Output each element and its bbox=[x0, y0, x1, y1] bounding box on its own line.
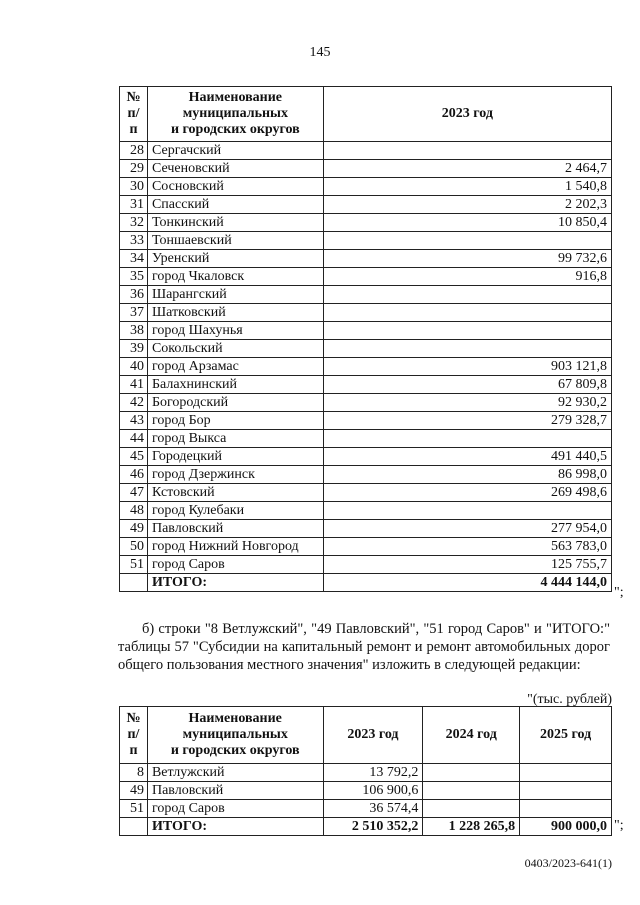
row-name: Шатковский bbox=[147, 304, 323, 322]
row-index: 51 bbox=[120, 556, 148, 574]
row-value-2023: 67 809,8 bbox=[323, 376, 611, 394]
row-value-2023: 92 930,2 bbox=[323, 394, 611, 412]
row-value-2023: 279 328,7 bbox=[323, 412, 611, 430]
table-row bbox=[120, 764, 612, 782]
row-index: 43 bbox=[120, 412, 148, 430]
table-row bbox=[120, 430, 612, 448]
row-value-2023: 491 440,5 bbox=[323, 448, 611, 466]
table-row bbox=[120, 286, 612, 304]
row-index: 31 bbox=[120, 196, 148, 214]
row-index: 38 bbox=[120, 322, 148, 340]
row-name: Сергачский bbox=[147, 142, 323, 160]
total-value-2025: 900 000,0 bbox=[520, 818, 612, 836]
row-value-2023 bbox=[323, 232, 611, 250]
row-name: Спасский bbox=[147, 196, 323, 214]
row-name: Ветлужский bbox=[147, 764, 323, 782]
row-value-2023: 2 202,3 bbox=[323, 196, 611, 214]
row-index: 37 bbox=[120, 304, 148, 322]
total-value-2023: 2 510 352,2 bbox=[323, 818, 423, 836]
table-row bbox=[120, 484, 612, 502]
row-value-2023: 99 732,6 bbox=[323, 250, 611, 268]
row-value-2023: 13 792,2 bbox=[323, 764, 423, 782]
row-index: 49 bbox=[120, 520, 148, 538]
table-row bbox=[120, 142, 612, 160]
row-value-2023: 10 850,4 bbox=[323, 214, 611, 232]
row-value-2023: 1 540,8 bbox=[323, 178, 611, 196]
row-value-2023 bbox=[323, 322, 611, 340]
row-value-2023 bbox=[323, 142, 611, 160]
document-code: 0403/2023-641(1) bbox=[524, 856, 612, 870]
row-value-2023: 277 954,0 bbox=[323, 520, 611, 538]
row-index: 47 bbox=[120, 484, 148, 502]
row-value-2023: 269 498,6 bbox=[323, 484, 611, 502]
table-header-row bbox=[120, 87, 612, 142]
header-index: № п/п bbox=[120, 87, 148, 142]
row-value-2023 bbox=[323, 286, 611, 304]
row-name: Уренский bbox=[147, 250, 323, 268]
table-row bbox=[120, 304, 612, 322]
table-row bbox=[120, 358, 612, 376]
table-row bbox=[120, 178, 612, 196]
row-index: 34 bbox=[120, 250, 148, 268]
header-index: № п/п bbox=[120, 707, 148, 764]
row-name: город Чкаловск bbox=[147, 268, 323, 286]
row-value-2025 bbox=[520, 782, 612, 800]
row-index: 49 bbox=[120, 782, 148, 800]
row-value-2023: 2 464,7 bbox=[323, 160, 611, 178]
table-row bbox=[120, 466, 612, 484]
header-2023: 2023 год bbox=[323, 707, 423, 764]
row-index: 51 bbox=[120, 800, 148, 818]
empty-cell bbox=[120, 574, 148, 592]
table-row bbox=[120, 520, 612, 538]
table-row bbox=[120, 196, 612, 214]
row-value-2024 bbox=[423, 800, 520, 818]
row-value-2023 bbox=[323, 502, 611, 520]
row-value-2023: 903 121,8 bbox=[323, 358, 611, 376]
total-value-2023: 4 444 144,0 bbox=[323, 574, 611, 592]
row-name: город Бор bbox=[147, 412, 323, 430]
row-name: Сосновский bbox=[147, 178, 323, 196]
table-row bbox=[120, 556, 612, 574]
table-header-row bbox=[120, 707, 612, 764]
table-row bbox=[120, 214, 612, 232]
row-value-2024 bbox=[423, 782, 520, 800]
row-name: город Дзержинск bbox=[147, 466, 323, 484]
subsidy-table-2023 bbox=[119, 86, 612, 592]
row-name: Сеченовский bbox=[147, 160, 323, 178]
row-index: 8 bbox=[120, 764, 148, 782]
total-label: ИТОГО: bbox=[147, 818, 323, 836]
row-value-2023: 563 783,0 bbox=[323, 538, 611, 556]
table-row bbox=[120, 502, 612, 520]
table-row bbox=[120, 538, 612, 556]
row-index: 40 bbox=[120, 358, 148, 376]
row-name: город Арзамас bbox=[147, 358, 323, 376]
table-row bbox=[120, 268, 612, 286]
row-name: Городецкий bbox=[147, 448, 323, 466]
header-2023: 2023 год bbox=[323, 87, 611, 142]
total-row bbox=[120, 574, 612, 592]
unit-label: "(тыс. рублей) bbox=[527, 692, 612, 707]
row-name: город Нижний Новгород bbox=[147, 538, 323, 556]
table-row bbox=[120, 782, 612, 800]
table-row bbox=[120, 160, 612, 178]
table-row bbox=[120, 412, 612, 430]
table1-closing-quote: "; bbox=[614, 585, 624, 600]
row-name: город Саров bbox=[147, 556, 323, 574]
row-value-2023 bbox=[323, 340, 611, 358]
row-value-2023: 36 574,4 bbox=[323, 800, 423, 818]
header-name: Наименование муниципальных и городских округов bbox=[147, 707, 323, 764]
row-value-2025 bbox=[520, 800, 612, 818]
row-name: город Кулебаки bbox=[147, 502, 323, 520]
row-name: город Выкса bbox=[147, 430, 323, 448]
row-value-2023: 125 755,7 bbox=[323, 556, 611, 574]
header-name: Наименование муниципальных и городских округов bbox=[147, 87, 323, 142]
table-row bbox=[120, 232, 612, 250]
row-index: 44 bbox=[120, 430, 148, 448]
row-name: Тонкинский bbox=[147, 214, 323, 232]
row-name: Сокольский bbox=[147, 340, 323, 358]
row-value-2023: 916,8 bbox=[323, 268, 611, 286]
row-index: 48 bbox=[120, 502, 148, 520]
row-value-2024 bbox=[423, 764, 520, 782]
row-index: 32 bbox=[120, 214, 148, 232]
row-name: город Шахунья bbox=[147, 322, 323, 340]
row-index: 30 bbox=[120, 178, 148, 196]
total-value-2024: 1 228 265,8 bbox=[423, 818, 520, 836]
row-name: Кстовский bbox=[147, 484, 323, 502]
total-row bbox=[120, 818, 612, 836]
row-name: Павловский bbox=[147, 782, 323, 800]
table-row bbox=[120, 800, 612, 818]
row-value-2023: 106 900,6 bbox=[323, 782, 423, 800]
row-name: город Саров bbox=[147, 800, 323, 818]
row-index: 46 bbox=[120, 466, 148, 484]
row-index: 50 bbox=[120, 538, 148, 556]
row-name: Богородский bbox=[147, 394, 323, 412]
amendment-text: б) строки "8 Ветлужский", "49 Павловский", "51 город Саров" и "ИТОГО:" таблицы 57 "Субсидии на капитальный ремонт и ремонт автомобильных дорог общего пользования местного значения" изложить в следующей редакции: bbox=[118, 621, 610, 673]
table-row bbox=[120, 376, 612, 394]
row-index: 35 bbox=[120, 268, 148, 286]
empty-cell bbox=[120, 818, 148, 836]
row-name: Шарангский bbox=[147, 286, 323, 304]
header-2024: 2024 год bbox=[423, 707, 520, 764]
row-value-2025 bbox=[520, 764, 612, 782]
table-row bbox=[120, 340, 612, 358]
row-value-2023: 86 998,0 bbox=[323, 466, 611, 484]
row-index: 36 bbox=[120, 286, 148, 304]
row-name: Тоншаевский bbox=[147, 232, 323, 250]
row-index: 39 bbox=[120, 340, 148, 358]
row-value-2023 bbox=[323, 304, 611, 322]
table2-closing-quote: "; bbox=[614, 818, 624, 833]
header-2025: 2025 год bbox=[520, 707, 612, 764]
row-index: 28 bbox=[120, 142, 148, 160]
amendment-paragraph bbox=[118, 620, 610, 674]
row-index: 33 bbox=[120, 232, 148, 250]
row-value-2023 bbox=[323, 430, 611, 448]
subsidy-table-2023-2025 bbox=[119, 706, 612, 836]
row-index: 42 bbox=[120, 394, 148, 412]
row-name: Павловский bbox=[147, 520, 323, 538]
row-index: 29 bbox=[120, 160, 148, 178]
table-row bbox=[120, 394, 612, 412]
row-name: Балахнинский bbox=[147, 376, 323, 394]
table-row bbox=[120, 250, 612, 268]
table-row bbox=[120, 448, 612, 466]
total-label: ИТОГО: bbox=[147, 574, 323, 592]
table-row bbox=[120, 322, 612, 340]
page-number: 145 bbox=[309, 45, 331, 60]
row-index: 41 bbox=[120, 376, 148, 394]
row-index: 45 bbox=[120, 448, 148, 466]
